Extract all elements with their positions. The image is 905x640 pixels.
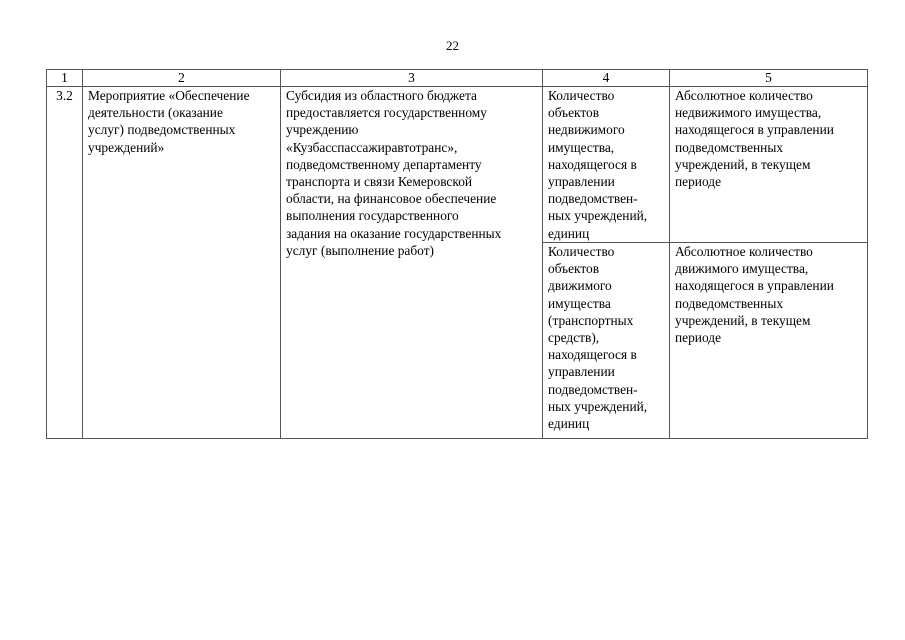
text-line: движимого [548,278,612,294]
event-cell [83,87,281,439]
text-line: управлении [548,364,615,380]
text-line: «Кузбасспассажиравтотранс», [286,139,458,155]
text-line: периоде [675,330,722,346]
text-line: подведомственных [675,139,784,155]
column-header: 5 [670,70,868,87]
text-line: подведомствен- [548,381,638,397]
text-line: управлении [548,174,615,190]
text-line: Количество [548,244,615,259]
text-line: объектов [548,105,600,121]
text-line: средств), [548,330,600,346]
row-number: 3.2 [47,87,83,439]
text-line: ных учреждений, [548,398,648,414]
text-line: подведомственному департаменту [286,156,482,172]
text-line: услуг) подведомственных [88,122,236,138]
text-line: предоставляется государственному [286,105,487,121]
text-line: единиц [548,225,590,241]
text-line: подведомственных [675,295,784,311]
text-line: имущества, [548,139,615,155]
text-line: Субсидия из областного бюджета [286,88,477,103]
column-header: 4 [543,70,670,87]
text-line: транспорта и связи Кемеровской [286,174,473,190]
text-line: недвижимого имущества, [675,105,822,121]
text-line: единиц [548,416,590,432]
text-line: подведомствен- [548,191,638,207]
text-line: имущества [548,295,611,311]
text-line: области, на финансовое обеспечение [286,191,497,207]
text-line: находящегося в [548,156,637,172]
text-line: учреждению [286,122,359,138]
description-cell [281,87,543,439]
text-line: Абсолютное количество [675,244,813,259]
page-number: 22 [446,38,459,53]
column-header: 1 [47,70,83,87]
text-line: Абсолютное количество [675,88,813,103]
column-header: 3 [281,70,543,87]
text-line: Количество [548,88,615,103]
table-row [47,87,868,243]
text-line: Мероприятие «Обеспечение [88,88,250,103]
indicator-method-cell [670,87,868,243]
text-line: объектов [548,261,600,277]
text-line: выполнения государственного [286,208,459,224]
text-line: задания на оказание государственных [286,225,502,241]
text-line: ных учреждений, [548,208,648,224]
text-line: учреждений» [88,139,165,155]
table-header-row [47,70,868,87]
text-line: находящегося в управлении [675,278,834,294]
indicators-table [46,69,868,439]
text-line: учреждений, в текущем [675,156,811,172]
text-line: движимого имущества, [675,261,809,277]
text-line: периоде [675,174,722,190]
indicator-method-cell [670,243,868,439]
indicator-name-cell [543,87,670,243]
text-line: недвижимого [548,122,625,138]
text-line: находящегося в управлении [675,122,834,138]
column-header: 2 [83,70,281,87]
indicator-name-cell [543,243,670,439]
text-line: находящегося в [548,347,637,363]
text-line: услуг (выполнение работ) [286,242,435,258]
text-line: деятельности (оказание [88,105,223,121]
text-line: учреждений, в текущем [675,312,811,328]
text-line: (транспортных [548,312,634,328]
